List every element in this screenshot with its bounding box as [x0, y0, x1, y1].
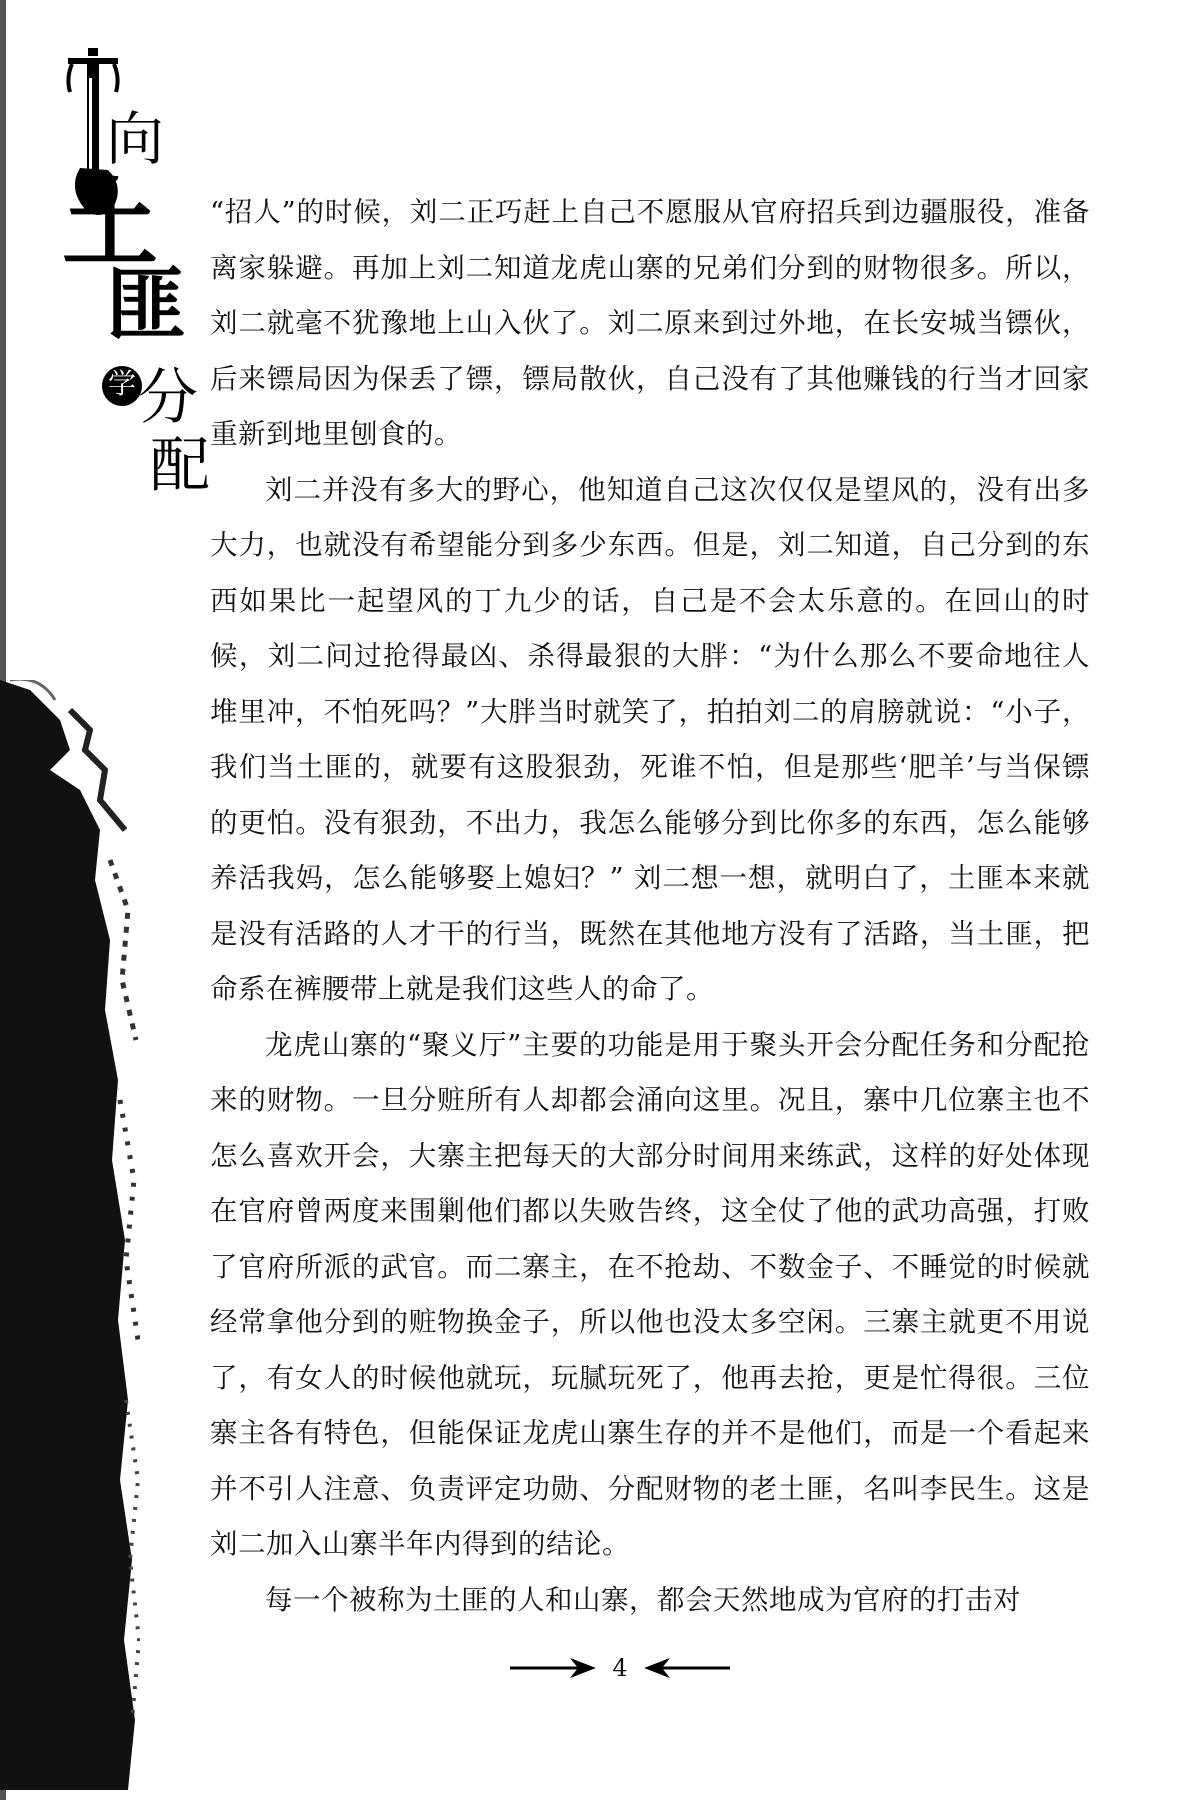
title-seal	[102, 366, 142, 406]
paragraph-4: 每一个被称为土匪的人和山寨，都会天然地成为官府的打击对	[265, 1583, 1021, 1616]
paragraph-2: 刘二并没有多大的野心，他知道自己这次仅仅是望风的，没有出多大力，也就没有希望能分到多少东西。但是，刘二知道，自己分到的东西如果比一起望风的丁九少的话，自己是不会太乐意的。在回山的时候，刘二问过抢得最凶、杀得最狠的大胖：“为什么那么不要命地往人堆里冲，不怕死吗？”大胖当时就笑了，拍拍刘二的肩膀就说：“小子，我们当土匪的，就要有这股狠劲，死谁不怕，但是那些‘肥羊’与当保镖的更怕。没有狠劲，不出力，我怎么能够分到比你多的东西，怎么能够养活我妈，怎么能够娶上媳妇？” 刘二想一想，就明白了，土匪本来就是没有活路的人才干的行当，既然在其他地方没有了活路，当土匪，把命系在裤腰带上就是我们这些人的命了。	[210, 473, 1090, 1005]
book-title-emblem	[58, 48, 210, 501]
page-number: 4	[612, 1654, 628, 1682]
ink-brush-decoration	[0, 680, 140, 1790]
body-text	[210, 185, 1090, 1628]
title-char-fen: 分	[138, 363, 198, 433]
paragraph-3: 龙虎山寨的“聚义厅”主要的功能是用于聚头开会分配任务和分配抢来的财物。一旦分赃所有人却都会涌向这里。况且，寨中几位寨主也不怎么喜欢开会，大寨主把每天的大部分时间用来练武，这样的好处体现在官府曾两度来围剿他们都以失败告终，这全仗了他的武功高强，打败了官府所派的武官。而二寨主，在不抢劫、不数金子、不睡觉的时候就经常拿他分到的赃物换金子，所以他也没太多空闲。三寨主就更不用说了，有女人的时候他就玩，玩腻玩死了，他再去抢，更是忙得很。三位寨主各有特色，但能保证龙虎山寨生存的并不是他们，而是一个看起来并不引人注意、负责评定功勋、分配财物的老土匪，名叫李民生。这是刘二加入山寨半年内得到的结论。	[210, 1028, 1090, 1560]
title-char-tu: 土	[62, 167, 158, 280]
title-char-pei: 配	[150, 431, 210, 501]
title-char-fei: 匪	[106, 257, 186, 351]
paragraph-1: “招人”的时候，刘二正巧赶上自己不愿服从官府招兵到边疆服役，准备离家躲避。再加上刘二知道龙虎山寨的兄弟们分到的财物很多。所以，刘二就毫不犹豫地上山入伙了。刘二原来到过外地，在长安城当镖伙，后来镖局因为保丢了镖，镖局散伙，自己没有了其他赚钱的行当才回家重新到地里刨食的。	[210, 196, 1090, 450]
page-footer	[510, 1650, 730, 1690]
title-char-xue: 学	[107, 367, 136, 400]
title-char-xiang: 向	[106, 105, 165, 173]
